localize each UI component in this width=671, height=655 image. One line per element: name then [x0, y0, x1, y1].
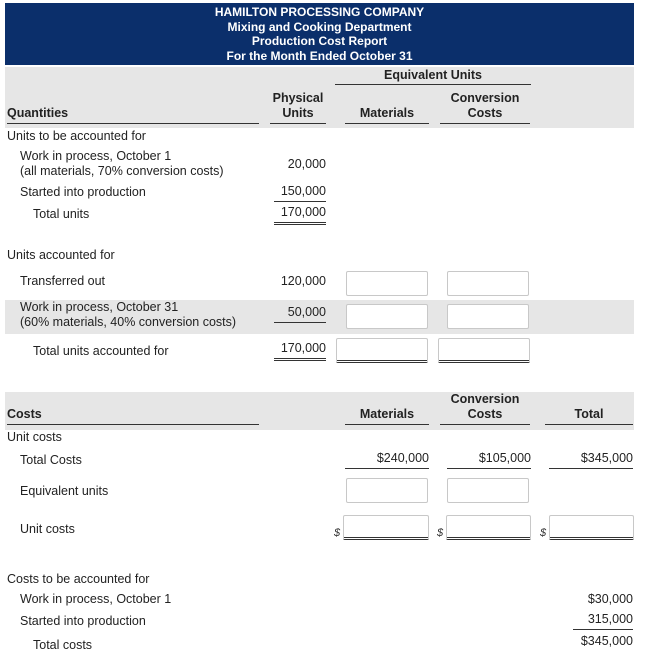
costs-col-conversion-line2: Costs	[467, 407, 503, 421]
report-header	[5, 3, 634, 65]
materials-dollar-sign: $	[334, 527, 341, 539]
total-accounted-materials-input[interactable]	[336, 338, 428, 363]
col-conversion-line1: Conversion	[450, 91, 520, 105]
unit-costs-heading: Unit costs	[7, 430, 62, 444]
grand-total-cost: $345,000	[549, 451, 633, 469]
col-conversion-line2: Costs	[467, 106, 503, 120]
transferred-units: 120,000	[280, 274, 326, 288]
costs-col-materials: Materials	[345, 407, 429, 425]
total-accounted-label: Total units accounted for	[33, 344, 169, 358]
total-units-label: Total units	[33, 207, 90, 221]
transferred-label: Transferred out	[20, 274, 105, 288]
total-costs-bottom-value: $345,000	[580, 634, 633, 648]
wip-oct31-line1: Work in process, October 31	[20, 300, 179, 314]
conversion-dollar-sign: $	[437, 527, 444, 539]
equivalent-units-label: Equivalent units	[20, 484, 109, 498]
equivalent-units-label: Equivalent Units	[335, 68, 531, 85]
unit-cost-materials-input[interactable]	[343, 515, 429, 540]
wip-oct31-units: 50,000	[274, 305, 326, 323]
transferred-materials-input[interactable]	[346, 271, 428, 296]
report-period: For the Month Ended October 31	[226, 48, 413, 63]
wip-oct1-description	[20, 149, 224, 179]
col-conversion-costs	[440, 91, 530, 124]
cost-started-value: 315,000	[573, 612, 633, 630]
equivalent-units-conversion-input[interactable]	[447, 478, 529, 503]
col-costs: Costs	[7, 407, 259, 425]
unit-cost-total-input[interactable]	[549, 515, 634, 540]
units-accounted-label: Units accounted for	[7, 248, 115, 262]
costs-col-conversion	[440, 392, 530, 425]
total-accounted-units: 170,000	[274, 341, 326, 361]
total-costs-label: Total Costs	[20, 453, 82, 467]
col-physical-units	[270, 91, 326, 124]
equivalent-units-materials-input[interactable]	[346, 478, 428, 503]
col-materials: Materials	[345, 106, 429, 124]
col-physical-line2: Units	[282, 106, 314, 120]
total-costs-bottom-label: Total costs	[33, 638, 93, 652]
conversion-total-cost: $105,000	[447, 451, 531, 469]
costs-col-total: Total	[545, 407, 633, 425]
report-title: Production Cost Report	[251, 34, 388, 48]
total-dollar-sign: $	[540, 527, 547, 539]
cost-wip-oct1-value: $30,000	[587, 592, 633, 606]
cost-started-label: Started into production	[20, 614, 146, 628]
wip-oct1-units: 20,000	[287, 157, 326, 171]
started-label: Started into production	[20, 185, 146, 199]
wip-oct31-description	[20, 300, 236, 330]
wip-oct31-conversion-input[interactable]	[447, 304, 529, 329]
wip-oct1-line1: Work in process, October 1	[20, 149, 172, 163]
costs-to-account-label: Costs to be accounted for	[7, 572, 150, 586]
started-units: 150,000	[274, 184, 326, 202]
unit-costs-label: Unit costs	[20, 522, 75, 536]
company-name: HAMILTON PROCESSING COMPANY	[214, 5, 425, 19]
col-quantities: Quantities	[7, 106, 259, 124]
wip-oct31-materials-input[interactable]	[346, 304, 428, 329]
total-units-value: 170,000	[274, 205, 326, 225]
materials-total-cost: $240,000	[345, 451, 429, 469]
cost-wip-oct1-label: Work in process, October 1	[20, 592, 172, 606]
units-to-account-label: Units to be accounted for	[7, 129, 146, 143]
col-physical-line1: Physical	[272, 91, 324, 105]
unit-cost-conversion-input[interactable]	[446, 515, 531, 540]
transferred-conversion-input[interactable]	[447, 271, 529, 296]
wip-oct31-line2: (60% materials, 40% conversion costs)	[20, 315, 237, 329]
department-name: Mixing and Cooking Department	[227, 19, 412, 34]
total-accounted-conversion-input[interactable]	[438, 338, 530, 363]
costs-col-conversion-line1: Conversion	[450, 392, 520, 406]
wip-oct1-line2: (all materials, 70% conversion costs)	[20, 164, 224, 178]
